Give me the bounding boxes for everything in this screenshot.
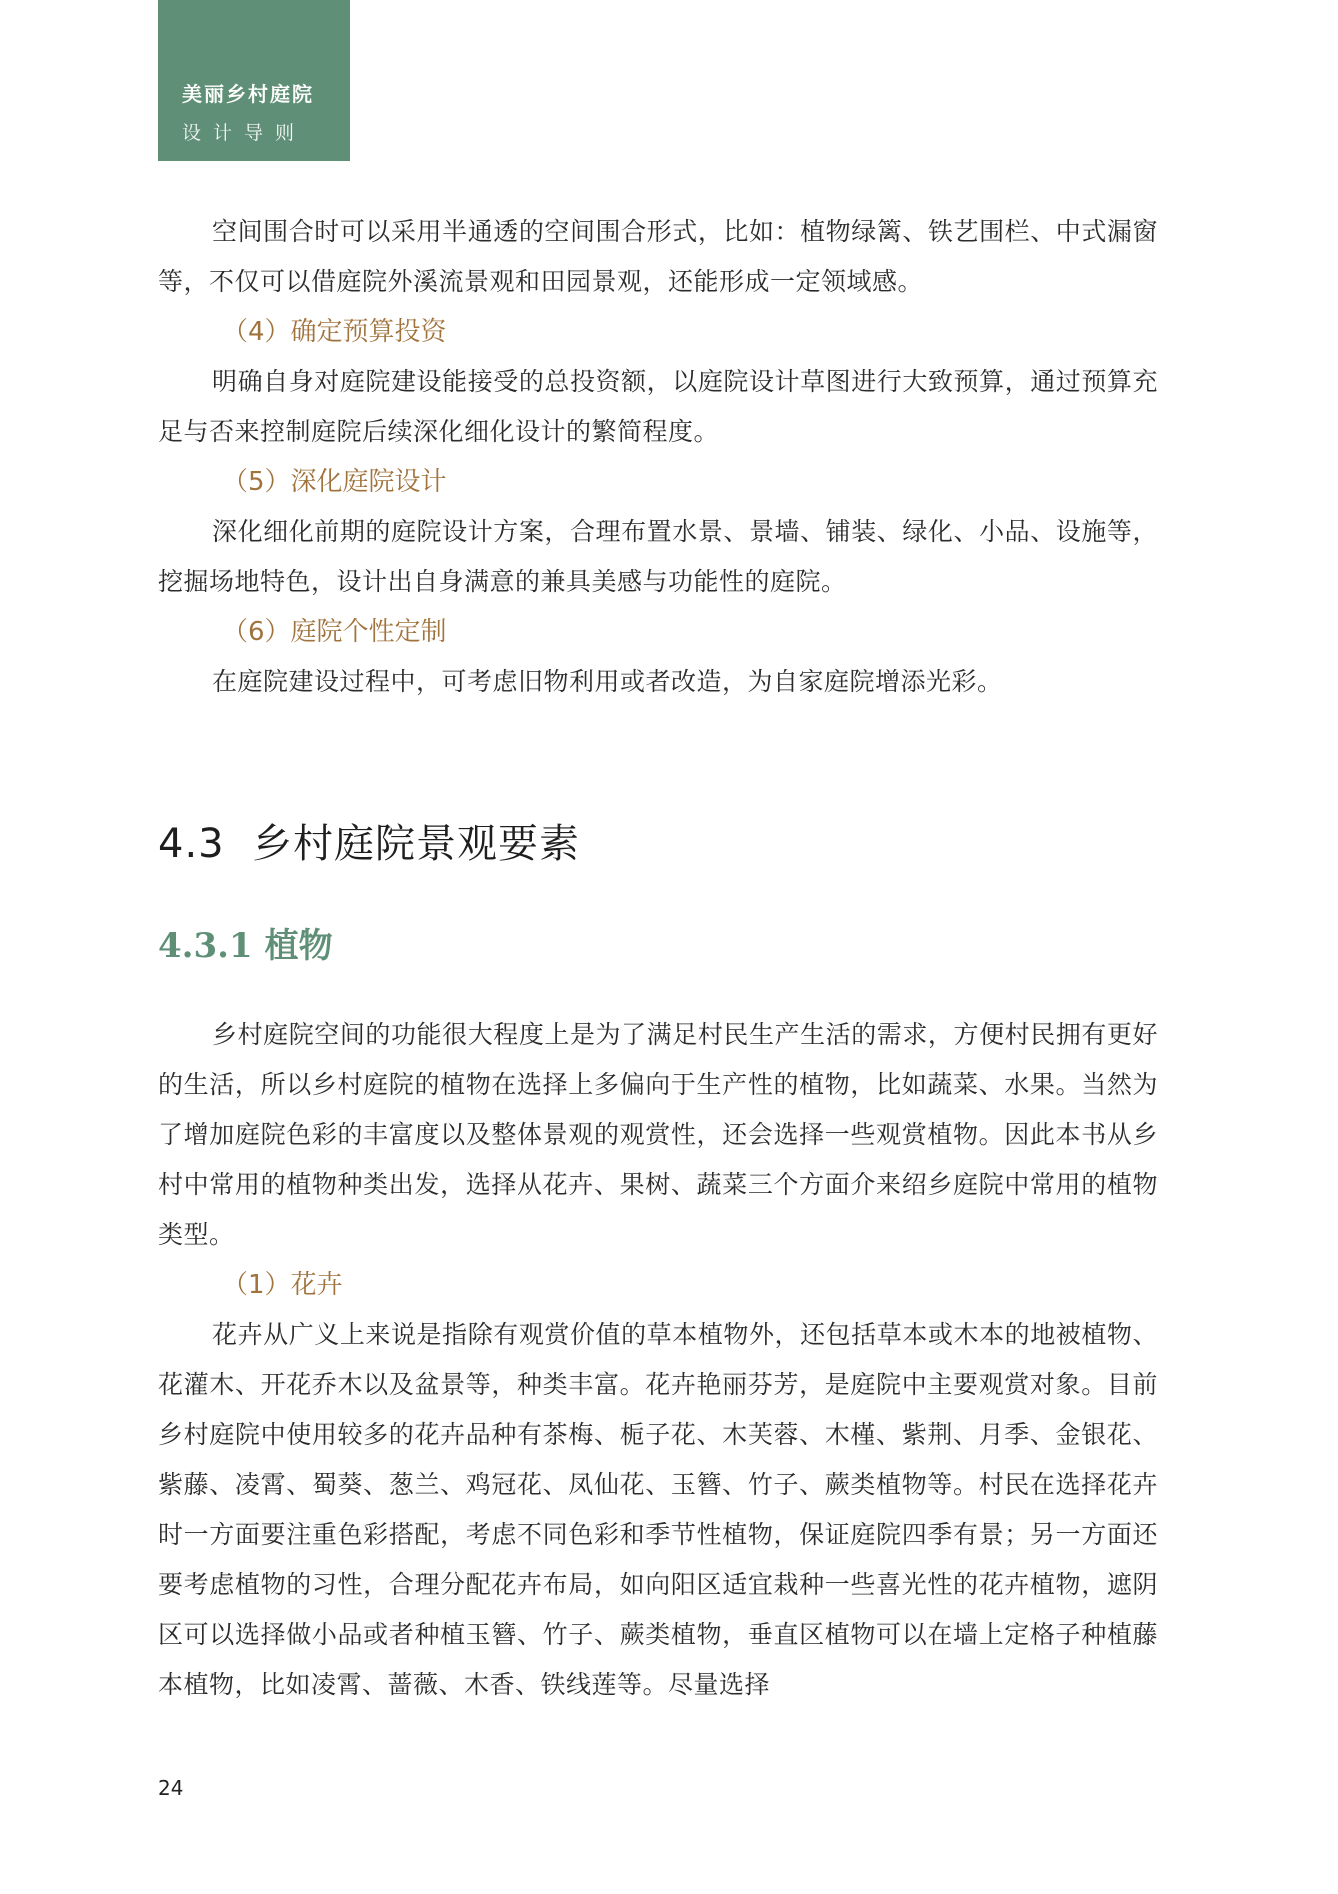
subsection-number: 4.3.1	[158, 926, 253, 966]
paragraph: 花卉从广义上来说是指除有观赏价值的草本植物外，还包括草本或木本的地被植物、花灌木、开花乔木以及盆景等，种类丰富。花卉艳丽芬芳，是庭院中主要观赏对象。目前乡村庭院中使用较多的花卉品种有茶梅、栀子花、木芙蓉、木槿、紫荆、月季、金银花、紫藤、凌霄、蜀葵、葱兰、鸡冠花、凤仙花、玉簪、竹子、蕨类植物等。村民在选择花卉时一方面要注重色彩搭配，考虑不同色彩和季节性植物，保证庭院四季有景；另一方面还要考虑植物的习性，合理分配花卉布局，如向阳区适宜栽种一些喜光性的花卉植物，遮阴区可以选择做小品或者种植玉簪、竹子、蕨类植物，垂直区植物可以在墙上定格子种植藤本植物，比如凌霄、蔷薇、木香、铁线莲等。尽量选择	[158, 1320, 1158, 1699]
numbered-subheading: （1）花卉	[222, 1270, 343, 1300]
paragraph: 在庭院建设过程中，可考虑旧物利用或者改造，为自家庭院增添光彩。	[212, 667, 1003, 696]
book-title: 美丽乡村庭院	[182, 82, 314, 106]
paragraph: 深化细化前期的庭院设计方案，合理布置水景、景墙、铺装、绿化、小品、设施等，挖掘场地特色，设计出自身满意的兼具美感与功能性的庭院。	[158, 517, 1158, 596]
paragraph: 空间围合时可以采用半通透的空间围合形式，比如：植物绿篱、铁艺围栏、中式漏窗等，不仅可以借庭院外溪流景观和田园景观，还能形成一定领域感。	[158, 217, 1158, 296]
body-text-block-1	[158, 207, 1158, 707]
numbered-subheading: （5）深化庭院设计	[222, 467, 447, 497]
subsection-heading	[158, 918, 333, 967]
paragraph: 明确自身对庭院建设能接受的总投资额，以庭院设计草图进行大致预算，通过预算充足与否来控制庭院后续深化细化设计的繁简程度。	[158, 367, 1158, 446]
subsection-title-text: 植物	[264, 926, 333, 966]
numbered-subheading: （6）庭院个性定制	[222, 617, 447, 647]
section-number: 4.3	[158, 821, 225, 867]
book-subtitle: 设计导则	[182, 122, 307, 144]
page-number: 24	[158, 1776, 184, 1800]
section-title-text: 乡村庭院景观要素	[252, 821, 581, 867]
paragraph: 乡村庭院空间的功能很大程度上是为了满足村民生产生活的需求，方便村民拥有更好的生活，所以乡村庭院的植物在选择上多偏向于生产性的植物，比如蔬菜、水果。当然为了增加庭院色彩的丰富度以及整体景观的观赏性，还会选择一些观赏植物。因此本书从乡村中常用的植物种类出发，选择从花卉、果树、蔬菜三个方面介来绍乡庭院中常用的植物类型。	[158, 1020, 1158, 1249]
chapter-header-tab	[158, 0, 350, 161]
numbered-subheading: （4）确定预算投资	[222, 317, 447, 347]
section-heading	[158, 812, 580, 869]
body-text-block-2	[158, 1010, 1158, 1710]
